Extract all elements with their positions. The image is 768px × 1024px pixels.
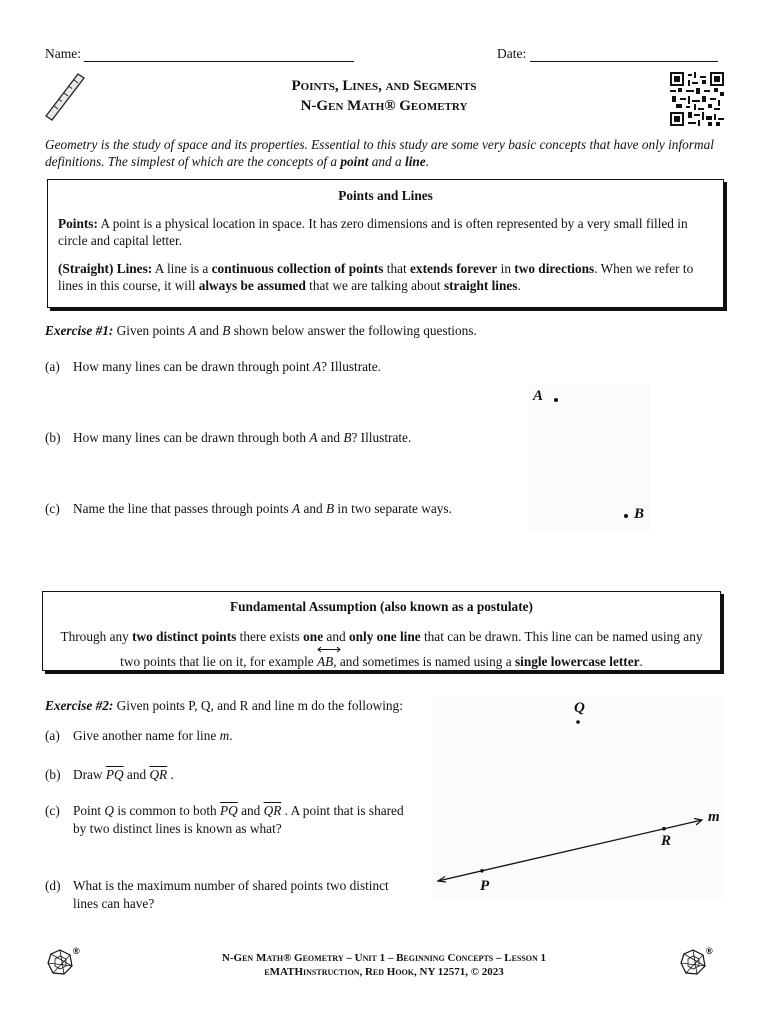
question-text: ? Illustrate. [351,430,412,445]
emath-logo-icon [46,946,82,980]
question-text: is common to both [114,803,221,818]
exercise2-question-a [45,727,415,745]
postulate-bold: only one line [348,628,421,644]
postulate-text-part: , and sometimes is named using a [333,653,515,669]
exercise1-B: B [222,323,231,338]
question-text: and [300,501,326,516]
points-definition [58,215,713,250]
question-c-label: (c) [45,501,60,516]
box2-title: Fundamental Assumption (also known as a postulate) [230,599,533,614]
question-text: ? Illustrate. [321,359,381,374]
postulate-text-part: there exists [236,628,304,644]
registered-mark: ® [706,946,713,956]
title-line-2: N-Gen Math® Geometry [300,98,468,114]
box1-title: Points and Lines [338,188,433,203]
point-Q-ref: Q [104,803,115,818]
postulate-text-part: that can be drawn. This line can be named using any two points that lie on it, for example [120,628,703,669]
question-d-text: What is the maximum number of shared points two distinct lines can have? [73,878,389,911]
double-arrow-icon [317,646,341,653]
lines-bold-4: always be assumed [198,278,306,293]
question-text: How many lines can be drawn through both [73,430,310,445]
lines-definition [58,260,713,295]
postulate-text-part: and [323,628,349,644]
points-label: Points: [58,215,98,231]
points-text: A point is a physical location in space. It has zero dimensions and is often represented by a very small filled in circle and capital letter. [58,215,688,248]
intro-text-2: and a [368,154,406,169]
postulate-text-part: . [639,653,643,669]
intro-point-term: point [340,154,369,169]
segment-PQ: $\overline{PQ}$ [220,803,238,818]
question-text: How many lines can be drawn through point [73,359,314,374]
lines-text: in [497,260,515,276]
question-text: Point [73,803,105,818]
question-text: Draw [73,767,106,782]
intro-paragraph [45,136,725,170]
lines-text: that we are talking about [305,278,444,293]
postulate-text [53,626,710,672]
registered-mark: ® [73,946,80,956]
points-and-lines-box [47,179,724,308]
lines-text: A line is a [152,260,212,276]
footer-line-1: N-Gen Math® Geometry – Unit 1 – Beginning Concepts – Lesson 1 [221,952,547,964]
diagram-point-A-dot [554,398,558,402]
postulate-bold: two distinct points [132,628,237,644]
intro-text-3: . [425,154,430,169]
date-line[interactable] [530,48,718,62]
page-title [200,76,568,116]
lines-label: (Straight) Lines: [58,260,153,276]
exercise2-text: Given points P, Q, and R and line m do the following: [113,698,403,713]
intro-line-term: line [405,154,426,169]
exercise1-prompt [45,322,645,340]
question-text: and [237,803,264,818]
exercise1-question-b [45,429,505,447]
diagram-point-B-label: B [634,506,645,522]
postulate-bold: one [303,628,324,644]
exercise2-diagram[interactable] [432,696,724,900]
exercise2-question-d [45,877,411,913]
name-label: Name: [45,46,81,61]
exercise1-question-c [45,500,525,518]
line-m-drawing [432,696,724,900]
postulate-box [42,591,721,671]
line-AB-notation [317,647,333,672]
postulate-text-part: Through any [60,628,133,644]
lines-text: . When we refer to lines in this course, it will [58,260,694,293]
question-text: and [123,767,150,782]
diagram-point-Q-label: Q [574,700,585,716]
qr-code-icon [670,72,724,126]
diagram-point-P-label: P [480,878,490,894]
point-A-ref: A [309,430,318,445]
question-text: in two separate ways. [334,501,452,516]
exercise2-question-c [45,802,411,838]
exercise2-question-b [45,766,415,784]
lines-bold-3: two directions [514,260,595,276]
lines-bold-5: straight lines [443,278,518,293]
exercise2-prompt [45,697,465,715]
question-c-body [73,802,411,838]
point-A-ref: A [313,359,322,374]
ruler-icon [44,72,88,122]
intro-text: Geometry is the study of space and its properties. Essential to this study are some very basic concepts that have only informal definitions. The simplest of which are the concepts of a [45,137,714,169]
page-footer [160,951,608,979]
point-A-ref: A [292,501,301,516]
question-text: and [317,430,344,445]
question-b-label: (b) [45,767,61,782]
question-d-label: (d) [45,878,61,893]
exercise1-text: and [196,323,223,338]
diagram-point-A-label: A [533,388,544,404]
exercise2-label: Exercise #2: [45,698,114,713]
example-line-name: AB [317,653,334,669]
lines-bold-1: continuous collection of points [211,260,384,276]
diagram-point-R-label: R [661,833,672,849]
postulate-bold: single lowercase letter [514,653,640,669]
question-a-label: (a) [45,728,60,743]
exercise1-label: Exercise #1: [45,323,114,338]
exercise1-text: shown below answer the following questions. [230,323,477,338]
segment-QR: $\overline{QR}$ [149,767,168,782]
point-B-ref: B [325,501,335,516]
lines-text: that [383,260,411,276]
segment-QR: $\overline{QR}$ [263,803,282,818]
emath-logo-icon [679,946,715,980]
date-label: Date: [497,46,527,61]
question-text: . A point that is shared by two distinct lines is known as what? [73,803,404,836]
diagram-point-B-dot [624,514,628,518]
question-text: . [229,728,233,743]
exercise1-text: Given points [113,323,189,338]
lines-text: . [517,278,521,293]
exercise1-diagram[interactable] [528,384,650,530]
question-text: Name the line that passes through points [73,501,292,516]
question-text: Give another name for line [73,728,220,743]
footer-line-2: eMATHinstruction, Red Hook, NY 12571, © 2023 [264,966,504,978]
title-line-1: Points, Lines, and Segments [291,78,477,94]
date-field [497,46,718,62]
segment-PQ: $\overline{PQ}$ [105,767,124,782]
exercise1-question-a [45,358,505,376]
line-m-ref: m [219,728,230,743]
exercise1-A: A [188,323,197,338]
question-text: . [167,767,174,782]
question-b-label: (b) [45,430,61,445]
diagram-line-m-label: m [708,809,720,825]
question-c-label: (c) [45,803,60,818]
name-line[interactable] [84,48,354,62]
question-a-label: (a) [45,359,60,374]
point-B-ref: B [343,430,352,445]
name-field [45,46,354,62]
lines-bold-2: extends forever [410,260,498,276]
